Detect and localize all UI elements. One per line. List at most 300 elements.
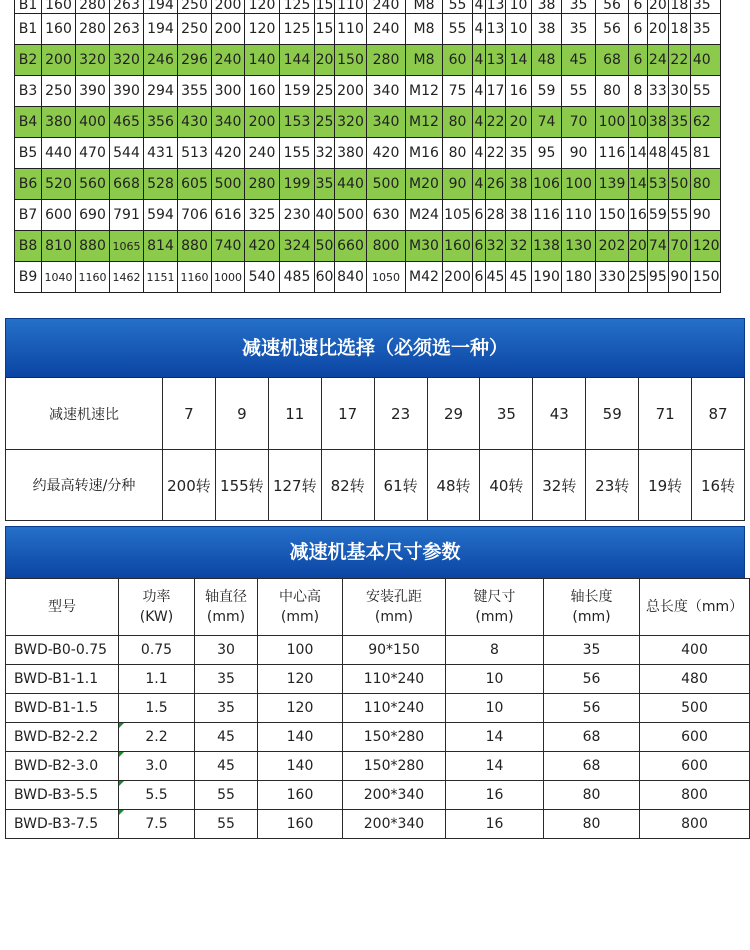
dimension-cell: 440 [335,169,367,200]
dimension-cell: 22 [486,107,506,138]
ratio-value: 29 [427,378,480,450]
dimension-cell: 48 [532,45,562,76]
dimension-cell: 56 [596,14,629,45]
dimension-cell: 105 [443,200,473,231]
dimension-cell: 40 [315,200,335,231]
dimension-cell: 24 [647,45,668,76]
dimension-model-cell: B1 [15,14,42,45]
dimension-cell: 22 [668,45,690,76]
dimension-cell: 20 [629,231,648,262]
size-header-line: (KW) [139,609,174,625]
dimension-cell: 116 [532,200,562,231]
dimension-cell: 465 [110,107,144,138]
dimension-cell: 300 [212,76,245,107]
speed-value: 23转 [586,450,639,521]
dimension-cell: 20 [647,14,668,45]
dimension-cell: 246 [144,45,178,76]
dimension-cell: 14 [629,169,648,200]
dimension-model-cell: B6 [15,169,42,200]
dimension-cell: 25 [629,262,648,293]
dimension-cell: 90 [668,262,690,293]
model-cell: BWD-B0-0.75 [6,636,119,665]
dimension-cell: 120 [245,0,280,14]
dimension-cell: 199 [280,169,315,200]
size-cell: 45 [195,752,258,781]
dimension-cell: 356 [144,107,178,138]
model-cell: BWD-B3-7.5 [6,810,119,839]
size-cell: 160 [258,781,343,810]
dimension-row [15,200,721,231]
dimension-cell: 294 [144,76,178,107]
dimension-cell: 22 [486,138,506,169]
size-header-cell [119,579,195,636]
dimension-cell: 13 [486,45,506,76]
dimension-cell: 32 [506,231,532,262]
ratio-value: 11 [268,378,321,450]
size-cell: 400 [640,636,750,665]
dimension-cell: 880 [76,231,110,262]
dimension-cell: 80 [443,107,473,138]
dimension-cell: 605 [178,169,212,200]
dimension-cell: 95 [647,262,668,293]
size-cell: 16 [446,781,544,810]
model-cell: BWD-B2-2.2 [6,723,119,752]
dimension-row [15,45,721,76]
dimension-cell: 35 [315,169,335,200]
dimension-model-cell: B7 [15,200,42,231]
size-header-line: (mm) [572,609,611,625]
dimension-cell: 110 [562,200,596,231]
size-header-cell [446,579,544,636]
size-cell: 200*340 [343,781,446,810]
dimension-cell: M8 [406,14,443,45]
speed-value: 16转 [692,450,745,521]
speed-value: 19转 [639,450,692,521]
dimension-cell: 470 [76,138,110,169]
dimension-cell: 6 [473,262,486,293]
size-header-line: 功率 [142,589,171,605]
size-cell: 35 [195,665,258,694]
dimension-cell: 616 [212,200,245,231]
dimension-cell: 200 [335,76,367,107]
dimension-cell: 100 [562,169,596,200]
dimension-cell: 6 [629,14,648,45]
ratio-value: 23 [374,378,427,450]
dimension-cell: 160 [245,76,280,107]
dimension-cell: 500 [335,200,367,231]
dimension-cell: 116 [596,138,629,169]
size-cell: 800 [640,781,750,810]
dimension-cell: 35 [668,107,690,138]
size-header-cell [343,579,446,636]
dimension-cell: M24 [406,200,443,231]
dimension-cell: 90 [443,169,473,200]
size-header-line: 总长度（mm） [645,599,744,615]
size-header-line: (mm) [475,609,514,625]
dimension-cell: 120 [690,231,720,262]
dimension-model-cell: B8 [15,231,42,262]
size-cell: 800 [640,810,750,839]
dimension-cell: 240 [245,138,280,169]
dimension-cell: 38 [532,14,562,45]
size-cell: 8 [446,636,544,665]
dimension-cell: M16 [406,138,443,169]
dimension-cell: 38 [647,107,668,138]
dimension-cell: 150 [690,262,720,293]
table-row [6,636,750,665]
size-cell: 68 [544,723,640,752]
dimension-cell: 1050 [367,262,406,293]
table-row [6,723,750,752]
dimension-cell: 200 [443,262,473,293]
dimension-cell: 390 [110,76,144,107]
dimension-cell: 420 [212,138,245,169]
dimension-cell: 125 [280,14,315,45]
dimension-cell: 250 [178,14,212,45]
dimension-cell: 59 [647,200,668,231]
size-cell: 150*280 [343,752,446,781]
dimension-cell: 1160 [178,262,212,293]
size-cell: 5.5 [119,781,195,810]
dimension-cell: 340 [367,76,406,107]
dimension-cell: 120 [245,14,280,45]
table-row [6,752,750,781]
dimension-cell: 320 [76,45,110,76]
dimension-cell: 324 [280,231,315,262]
dimension-cell: 56 [596,0,629,14]
dimension-cell: 144 [280,45,315,76]
dimension-cell: 55 [668,200,690,231]
dimension-model-cell: B5 [15,138,42,169]
dimension-cell: 520 [42,169,76,200]
dimension-cell: 430 [178,107,212,138]
table-row [6,810,750,839]
size-cell: 120 [258,665,343,694]
size-cell: 200*340 [343,810,446,839]
speed-value: 127转 [268,450,321,521]
dimension-cell: 200 [42,45,76,76]
dimension-cell: 6 [629,0,648,14]
size-cell: 90*150 [343,636,446,665]
dimension-cell: 280 [76,14,110,45]
dimension-cell: 110 [335,14,367,45]
speed-value: 48转 [427,450,480,521]
dimension-cell: 800 [367,231,406,262]
dimension-cell: 630 [367,200,406,231]
dimension-model-cell: B4 [15,107,42,138]
dimension-cell: 153 [280,107,315,138]
size-header-line: 中心高 [279,589,321,605]
dimension-cell: 25 [315,107,335,138]
dimension-cell: 139 [596,169,629,200]
dimension-cell: 4 [473,169,486,200]
dimension-cell: 13 [486,0,506,14]
dimension-cell: 4 [473,45,486,76]
size-header-line: (mm) [280,609,320,625]
dimension-cell: 45 [562,45,596,76]
dimension-cell: 100 [596,107,629,138]
dimension-cell: 250 [42,76,76,107]
dimension-cell: 17 [486,76,506,107]
dimension-cell: 240 [212,45,245,76]
dimension-cell: 880 [178,231,212,262]
dimension-cell: 90 [562,138,596,169]
ratio-value: 35 [480,378,533,450]
size-cell: 35 [544,636,640,665]
dimension-cell: M12 [406,76,443,107]
size-header-cell [195,579,258,636]
dimension-cell: 40 [690,45,720,76]
dimension-cell: 70 [668,231,690,262]
size-cell: 2.2 [119,723,195,752]
size-header-cell [640,579,750,636]
dimension-cell: M12 [406,107,443,138]
dimension-cell: 8 [629,76,648,107]
dimension-cell: 594 [144,200,178,231]
dimension-row [15,14,721,45]
size-cell: 0.75 [119,636,195,665]
dimension-cell: 20 [315,45,335,76]
dimension-cell: 150 [335,45,367,76]
dimension-cell: 200 [245,107,280,138]
size-cell: 1.1 [119,665,195,694]
dimension-cell: 55 [443,14,473,45]
dimension-cell: 325 [245,200,280,231]
dimension-cell: M8 [406,0,443,14]
dimension-cell: 355 [178,76,212,107]
dimension-cell: 4 [473,14,486,45]
dimension-cell: 160 [42,14,76,45]
dimension-cell: 380 [335,138,367,169]
dimension-cell: 35 [562,14,596,45]
dimension-cell: 35 [562,0,596,14]
dimension-cell: 500 [212,169,245,200]
size-cell: 100 [258,636,343,665]
dimension-model-cell: B1 [15,0,42,14]
size-cell: 35 [195,694,258,723]
dimension-cell: 45 [668,138,690,169]
table-row [6,694,750,723]
dimension-cell: 59 [532,76,562,107]
dimension-cell: 16 [506,76,532,107]
dimension-cell: 4 [473,138,486,169]
size-header-line: (mm) [206,609,246,625]
size-header-line: 轴长度 [570,589,613,605]
dimension-cell: 74 [532,107,562,138]
dimension-cell: 45 [506,262,532,293]
dimension-cell: M42 [406,262,443,293]
dimension-cell: 400 [76,107,110,138]
dimension-cell: 485 [280,262,315,293]
dimension-cell: 1000 [212,262,245,293]
dimension-cell: 1065 [110,231,144,262]
dimension-cell: 14 [506,45,532,76]
dimension-cell: 95 [532,138,562,169]
size-cell: 56 [544,694,640,723]
dimension-cell: 330 [596,262,629,293]
dimension-cell: 13 [486,14,506,45]
size-cell: 140 [258,752,343,781]
dimension-cell: 6 [473,200,486,231]
model-cell: BWD-B1-1.1 [6,665,119,694]
speed-value: 32转 [533,450,586,521]
speed-value: 61转 [374,450,427,521]
dimension-table [14,0,721,293]
dimension-cell: 32 [315,138,335,169]
dimension-cell: 690 [76,200,110,231]
speed-value: 82转 [321,450,374,521]
dimension-cell: 55 [443,0,473,14]
size-header-cell [258,579,343,636]
speed-value: 200转 [163,450,216,521]
dimension-cell: 660 [335,231,367,262]
size-header-line: 轴直径 [205,589,247,605]
dimension-cell: 55 [562,76,596,107]
dimension-cell: 6 [473,231,486,262]
dimension-cell: 75 [443,76,473,107]
ratio-value: 43 [533,378,586,450]
ratio-table [5,377,745,521]
dimension-cell: 544 [110,138,144,169]
size-cell: 10 [446,665,544,694]
dimension-cell: 155 [280,138,315,169]
speed-label: 约最高转速/分种 [6,450,163,521]
dimension-cell: 840 [335,262,367,293]
dimension-cell: 20 [506,107,532,138]
model-cell: BWD-B2-3.0 [6,752,119,781]
dimension-cell: 1462 [110,262,144,293]
dimension-cell: 600 [42,200,76,231]
dimension-cell: 194 [144,14,178,45]
dimension-cell: 320 [335,107,367,138]
dimension-cell: 35 [690,0,720,14]
dimension-cell: M20 [406,169,443,200]
dimension-cell: 35 [506,138,532,169]
dimension-row [15,262,721,293]
dimension-cell: 263 [110,14,144,45]
dimension-cell: 38 [506,200,532,231]
ratio-value: 71 [639,378,692,450]
dimension-cell: 16 [629,200,648,231]
dimension-cell: 60 [443,45,473,76]
dimension-cell: 1040 [42,262,76,293]
size-table [5,578,750,839]
dimension-cell: 250 [178,0,212,14]
size-cell: 68 [544,752,640,781]
size-header-line: 安装孔距 [366,589,422,605]
dimension-cell: 280 [367,45,406,76]
dimension-cell: 28 [486,200,506,231]
size-cell: 45 [195,723,258,752]
size-cell: 80 [544,781,640,810]
ratio-row [6,378,745,450]
dimension-row [15,138,721,169]
size-cell: 110*240 [343,694,446,723]
dimension-cell: 53 [647,169,668,200]
dimension-cell: 10 [506,14,532,45]
model-cell: BWD-B3-5.5 [6,781,119,810]
dimension-cell: 68 [596,45,629,76]
speed-value: 40转 [480,450,533,521]
dimension-cell: 80 [443,138,473,169]
ratio-value: 59 [586,378,639,450]
ratio-value: 7 [163,378,216,450]
dimension-cell: 160 [443,231,473,262]
size-header-line: (mm) [374,609,414,625]
size-cell: 160 [258,810,343,839]
dimension-cell: 48 [647,138,668,169]
dimension-cell: 38 [506,169,532,200]
size-cell: 56 [544,665,640,694]
size-header-cell [544,579,640,636]
dimension-cell: 500 [367,169,406,200]
size-header-line: 键尺寸 [473,589,516,605]
size-cell: 500 [640,694,750,723]
dimension-cell: 791 [110,200,144,231]
dimension-cell: 14 [629,138,648,169]
size-cell: 600 [640,723,750,752]
dimension-cell: 280 [245,169,280,200]
dimension-cell: 74 [647,231,668,262]
dimension-cell: 230 [280,200,315,231]
dimension-cell: 81 [690,138,720,169]
size-cell: 140 [258,723,343,752]
size-table-header [6,579,750,636]
size-cell: 55 [195,781,258,810]
size-header-line: 型号 [48,599,76,615]
size-cell: 120 [258,694,343,723]
dimension-cell: 80 [690,169,720,200]
size-header-cell [6,579,119,636]
dimension-cell: 50 [668,169,690,200]
size-cell: 30 [195,636,258,665]
dimension-cell: 140 [245,45,280,76]
size-cell: 14 [446,752,544,781]
dimension-cell: 528 [144,169,178,200]
ratio-section-title: 减速机速比选择（必须选一种） [5,318,745,378]
dimension-cell: 440 [42,138,76,169]
dimension-cell: 35 [690,14,720,45]
size-section-title: 减速机基本尺寸参数 [5,526,745,579]
dimension-row [15,169,721,200]
table-row [6,781,750,810]
dimension-cell: 4 [473,0,486,14]
dimension-cell: 33 [647,76,668,107]
dimension-cell: 10 [506,0,532,14]
dimension-row-cut [15,0,721,14]
dimension-cell: 202 [596,231,629,262]
dimension-row [15,76,721,107]
dimension-cell: 390 [76,76,110,107]
dimension-cell: 38 [532,0,562,14]
size-cell: 80 [544,810,640,839]
dimension-cell: 160 [42,0,76,14]
dimension-cell: 10 [629,107,648,138]
dimension-cell: 200 [212,14,245,45]
dimension-model-cell: B9 [15,262,42,293]
dimension-cell: 60 [315,262,335,293]
dimension-row [15,107,721,138]
size-cell: 7.5 [119,810,195,839]
dimension-cell: 810 [42,231,76,262]
table-row [6,665,750,694]
dimension-cell: 106 [532,169,562,200]
dimension-cell: 6 [629,45,648,76]
dimension-cell: 380 [42,107,76,138]
dimension-cell: 240 [367,0,406,14]
dimension-cell: 190 [532,262,562,293]
size-cell: 480 [640,665,750,694]
